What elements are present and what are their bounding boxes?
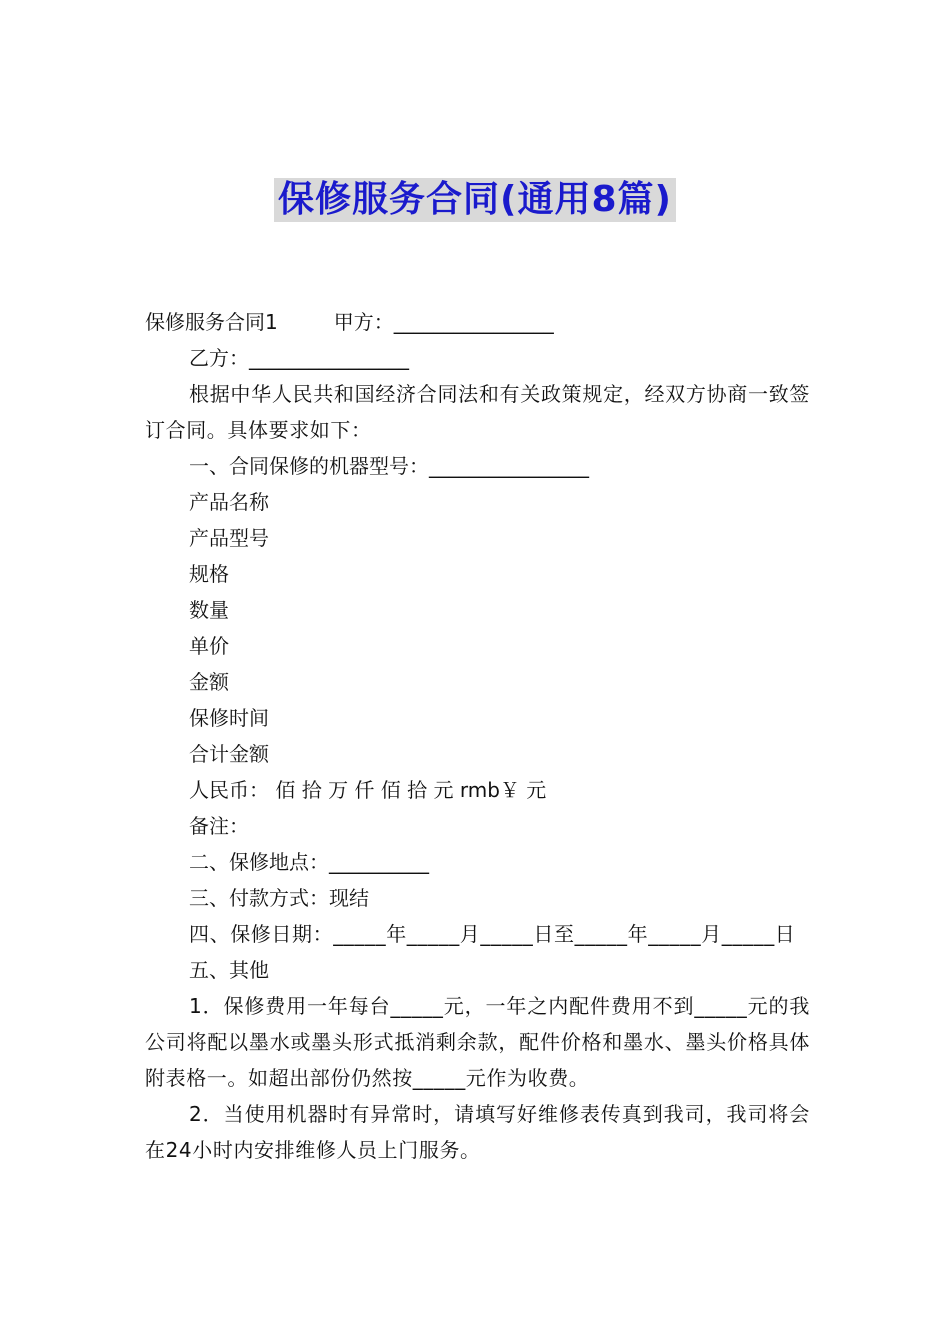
document-title: 保修服务合同(通用8篇)	[274, 178, 676, 222]
item-product-name: 产品名称	[189, 490, 269, 514]
section-3-payment: 三、付款方式：现结	[189, 886, 369, 910]
party-b-field: 乙方：________________	[189, 346, 409, 370]
party-a-field: 甲方：________________	[333, 310, 554, 334]
item-warranty-period: 保修时间	[189, 706, 269, 730]
section-1-model: 一、合同保修的机器型号：________________	[189, 454, 589, 478]
section-2-location: 二、保修地点：__________	[189, 850, 429, 874]
contract-heading-line	[145, 304, 810, 340]
item-rmb: 人民币： 佰 拾 万 仟 佰 拾 元 rmb￥ 元	[189, 778, 547, 802]
document-body	[145, 304, 810, 1168]
contract-number: 保修服务合同1	[145, 310, 278, 334]
item-spec: 规格	[189, 562, 229, 586]
clause-2-paragraph: 2．当使用机器时有异常时，请填写好维修表传真到我司，我司将会在24小时内安排维修人员上门服务。	[145, 1102, 810, 1162]
clause-1-paragraph: 1．保修费用一年每台_____元，一年之内配件费用不到_____元的我公司将配以墨水或墨头形式抵消剩余款，配件价格和墨水、墨头价格具体附表格一。如超出部份仍然按_____元作为收费。	[145, 994, 810, 1090]
item-amount: 金额	[189, 670, 229, 694]
title-block	[0, 178, 950, 222]
item-unit-price: 单价	[189, 634, 229, 658]
intro-paragraph: 根据中华人民共和国经济合同法和有关政策规定，经双方协商一致签订合同。具体要求如下：	[145, 382, 810, 442]
item-remarks: 备注：	[189, 814, 249, 838]
item-total-amount: 合计金额	[189, 742, 269, 766]
section-5-other: 五、其他	[189, 958, 269, 982]
section-4-dates: 四、保修日期：_____年_____月_____日至_____年_____月_____日	[189, 922, 796, 946]
item-quantity: 数量	[189, 598, 229, 622]
item-product-model: 产品型号	[189, 526, 269, 550]
